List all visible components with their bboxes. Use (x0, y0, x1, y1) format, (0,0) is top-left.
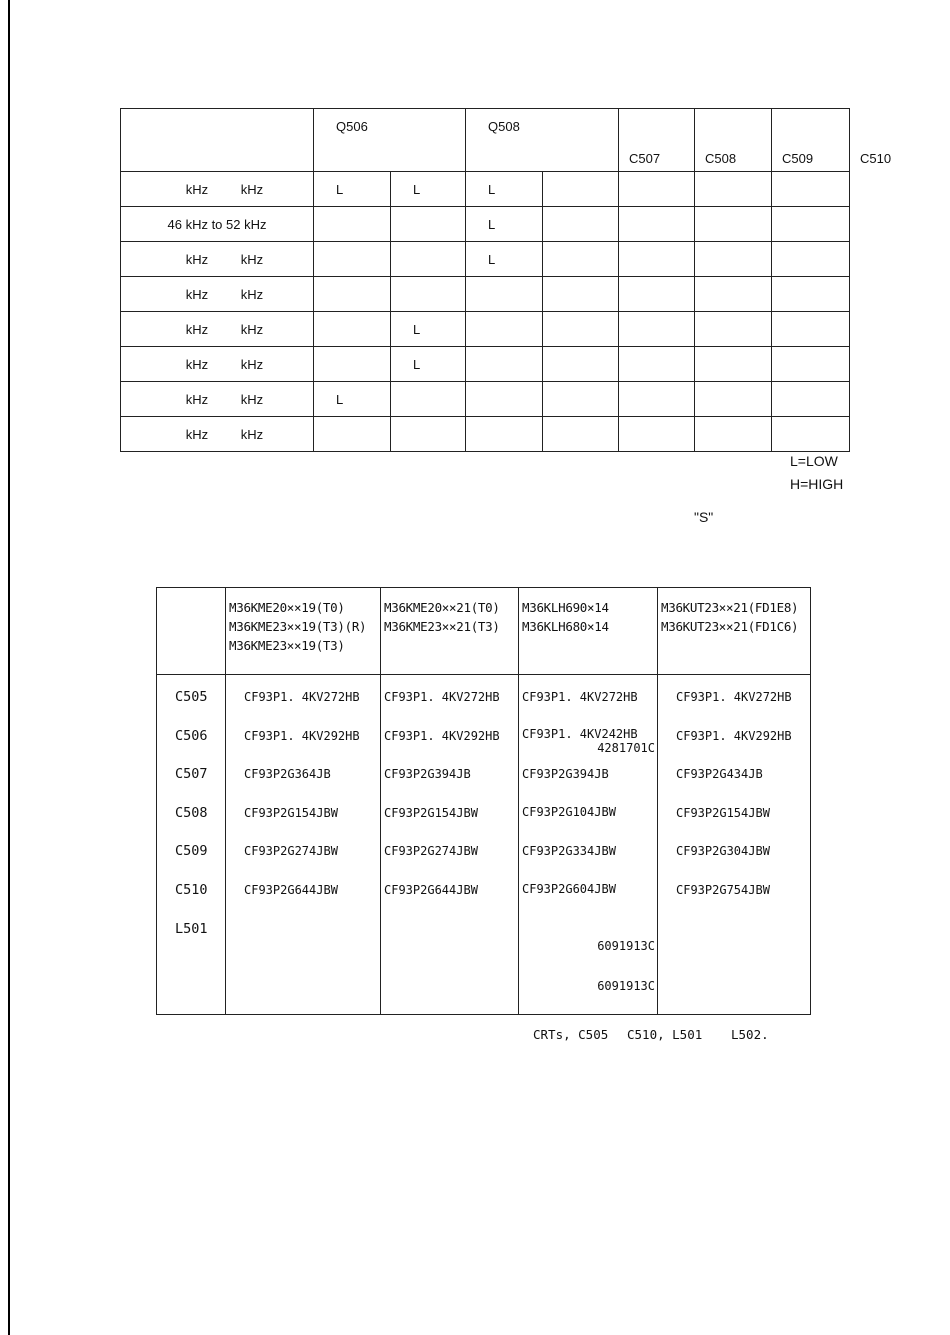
switching-row (121, 312, 850, 347)
l501-code: 6091913C (597, 938, 655, 953)
frequency-range: kHz kHz (121, 382, 314, 417)
state-q506b (391, 277, 466, 312)
model-group-4: M36KUT23××21(FD1E8) M36KUT23××21(FD1C6) (658, 588, 811, 675)
empty-cell (543, 312, 619, 347)
empty-cell (772, 382, 850, 417)
frequency-range: 46 kHz to 52 kHz (121, 207, 314, 242)
state-q506a (314, 277, 391, 312)
footnote-part-a: CRTs, C505 (533, 1027, 609, 1042)
model-group-3: M36KLH690×14 M36KLH680×14 (519, 588, 658, 675)
empty-cell (543, 417, 619, 452)
ref-l501: L501 (175, 920, 208, 937)
empty-cell (695, 417, 772, 452)
state-q508a (466, 382, 543, 417)
ref-column (157, 675, 226, 1015)
empty-cell (772, 277, 850, 312)
state-q506a (314, 417, 391, 452)
empty-cell (619, 207, 695, 242)
state-q508a (466, 277, 543, 312)
state-q506b (391, 207, 466, 242)
empty-cell (619, 277, 695, 312)
frequency-range: kHz kHz (121, 242, 314, 277)
state-q506b: L (391, 172, 466, 207)
empty-cell (695, 242, 772, 277)
state-q506a (314, 312, 391, 347)
empty-cell (772, 417, 850, 452)
empty-cell (695, 277, 772, 312)
empty-cell (619, 347, 695, 382)
empty-cell (543, 277, 619, 312)
extra-code: 4281701C (597, 740, 655, 755)
empty-cell (772, 207, 850, 242)
empty-cell (695, 172, 772, 207)
header-c507: C507 (619, 109, 695, 172)
state-q506b: L (391, 347, 466, 382)
empty-cell (543, 207, 619, 242)
state-q506b (391, 242, 466, 277)
frequency-range: kHz kHz (121, 277, 314, 312)
empty-cell (543, 242, 619, 277)
ref-c510: C510 (175, 881, 208, 898)
parts-table-header (157, 588, 811, 675)
switching-row (121, 417, 850, 452)
parts-column-4: CF93P1. 4KV272HB CF93P1. 4KV292HB CF93P2G434JB CF93P2G154JBW CF93P2G304JBW CF93P2G754JBW (658, 675, 811, 1015)
state-q508a (466, 347, 543, 382)
empty-cell (772, 172, 850, 207)
state-q508a: L (466, 207, 543, 242)
footnote-part-b: C510, L501 (627, 1027, 703, 1042)
footnote-part-c: L502. (731, 1027, 769, 1042)
empty-cell (543, 172, 619, 207)
empty-cell (772, 347, 850, 382)
empty-cell (543, 347, 619, 382)
state-q508a: L (466, 172, 543, 207)
parts-table (156, 587, 811, 1015)
state-q506a (314, 207, 391, 242)
frequency-range: kHz kHz (121, 312, 314, 347)
empty-cell (619, 172, 695, 207)
switching-row (121, 277, 850, 312)
legend-high: H=HIGH (790, 476, 844, 492)
state-q506a: L (314, 172, 391, 207)
switching-row (121, 347, 850, 382)
empty-cell (695, 207, 772, 242)
frequency-range: kHz kHz (121, 417, 314, 452)
empty-cell (772, 312, 850, 347)
switching-row (121, 242, 850, 277)
switching-row (121, 382, 850, 417)
empty-cell (619, 382, 695, 417)
switching-row (121, 172, 850, 207)
empty-cell (695, 347, 772, 382)
empty-cell (695, 312, 772, 347)
page-left-rule (8, 0, 10, 1335)
state-q506a (314, 347, 391, 382)
state-q506a (314, 242, 391, 277)
ref-c508: C508 (175, 804, 208, 821)
state-q506b (391, 417, 466, 452)
l502-code: 6091913C (597, 978, 655, 993)
ref-c505: C505 (175, 689, 208, 705)
header-q508: Q508 (466, 109, 619, 172)
empty-cell (619, 242, 695, 277)
parts-table-body (157, 675, 811, 1015)
frequency-range: kHz kHz (121, 172, 314, 207)
header-q506: Q506 (314, 109, 466, 172)
header-c509: C509 (772, 109, 850, 172)
empty-cell (543, 382, 619, 417)
header-blank (121, 109, 314, 172)
frequency-range: kHz kHz (121, 347, 314, 382)
parts-column-2: CF93P1. 4KV272HB CF93P1. 4KV292HB CF93P2G394JB CF93P2G154JBW CF93P2G274JBW CF93P2G644JBW (381, 675, 519, 1015)
switching-row (121, 207, 850, 242)
legend-s-mark: "S" (694, 509, 714, 525)
empty-cell (619, 417, 695, 452)
state-q508a (466, 312, 543, 347)
empty-cell (619, 312, 695, 347)
ref-c506: C506 (175, 727, 208, 744)
legend-low: L=LOW (790, 453, 838, 469)
state-q508a (466, 417, 543, 452)
parts-column-1: CF93P1. 4KV272HB CF93P1. 4KV292HB CF93P2G364JB CF93P2G154JBW CF93P2G274JBW CF93P2G644JBW (226, 675, 381, 1015)
header-ref-blank (157, 588, 226, 675)
parts-column-3: CF93P1. 4KV272HB CF93P1. 4KV242HB 4281701C CF93P2G394JB CF93P2G104JBW CF93P2G334JBW CF93P2G604JBW 6091913C 6091913C (519, 675, 658, 1015)
ref-c509: C509 (175, 843, 208, 860)
state-q508a: L (466, 242, 543, 277)
empty-cell (695, 382, 772, 417)
model-group-2: M36KME20××21(T0) M36KME23××21(T3) (381, 588, 519, 675)
ref-c507: C507 (175, 766, 208, 783)
model-group-1: M36KME20××19(T0) M36KME23××19(T3)(R) M36KME23××19(T3) (226, 588, 381, 675)
state-q506b (391, 382, 466, 417)
switching-table-header: Q506 Q508 C507 C508 C509 C510 (121, 109, 850, 172)
state-q506a: L (314, 382, 391, 417)
empty-cell (772, 242, 850, 277)
switching-table (120, 108, 892, 452)
header-c508: C508 (695, 109, 772, 172)
state-q506b: L (391, 312, 466, 347)
